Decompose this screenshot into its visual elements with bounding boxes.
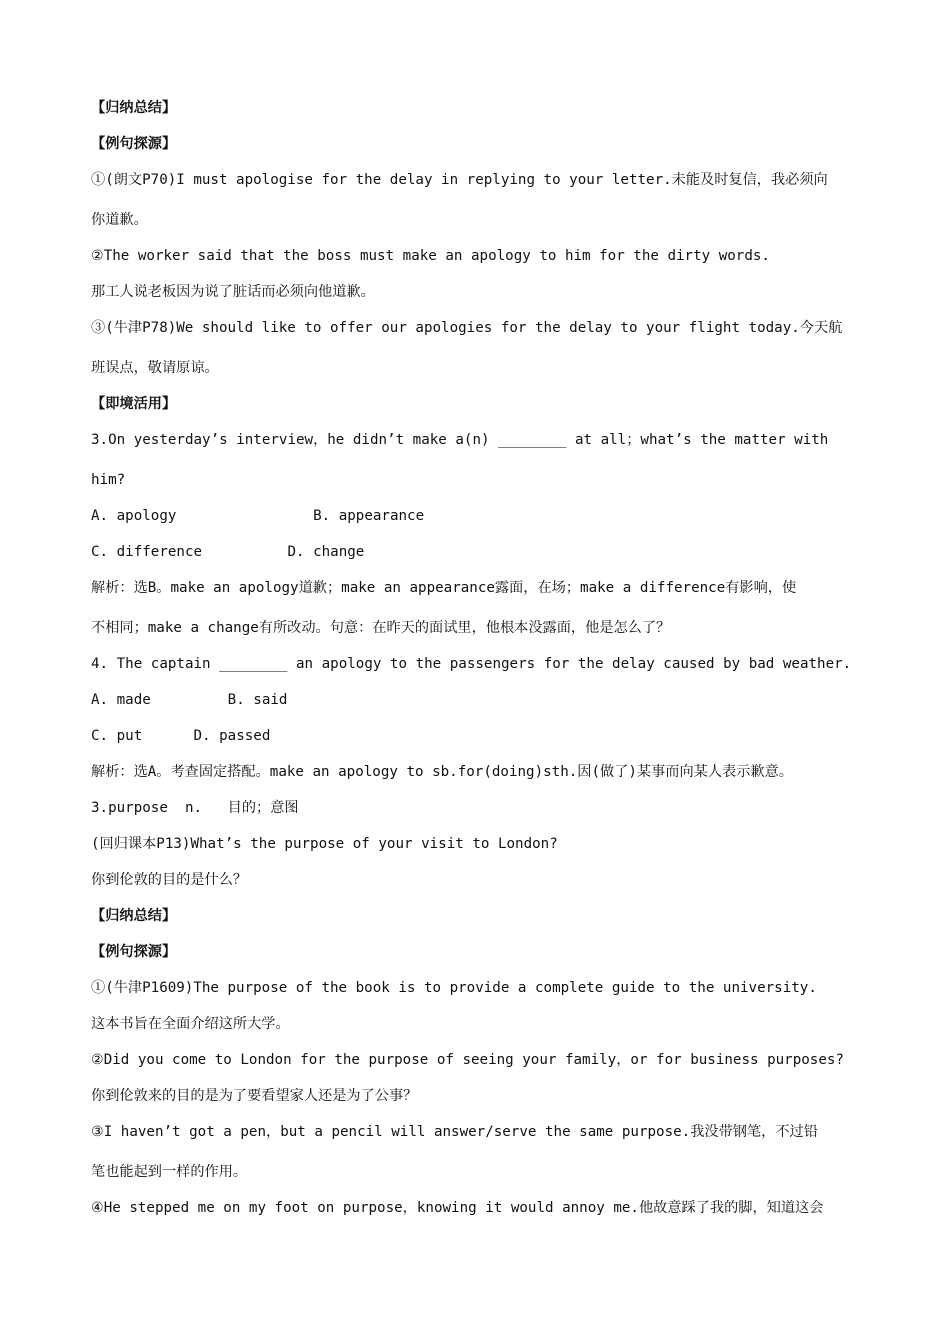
document-page [91, 98, 861, 1234]
example-sentence-2: ②The worker said that the boss must make an apology to him for the dirty words. [91, 248, 770, 264]
question-3: 3.On yesterday’s interview，he didn’t make a(n) ________ at all；what’s the matter with [91, 432, 829, 448]
textbook-translation: 你到伦敦的目的是什么？ [91, 872, 248, 888]
section-heading-examples: 【例句探源】 [91, 136, 177, 152]
purpose-example-4: ④He stepped me on my foot on purpose，knowing it would annoy me.他故意踩了我的脚，知道这会 [91, 1200, 824, 1216]
example-sentence-3: ③(牛津P78)We should like to offer our apologies for the delay to your flight today.今天航 [91, 320, 843, 336]
section-heading-summary: 【归纳总结】 [91, 100, 177, 116]
vocab-entry-purpose: 3.purpose n. 目的；意图 [91, 800, 299, 816]
textbook-sentence: (回归课本P13)What’s the purpose of your visit to London? [91, 836, 558, 852]
example-translation-2: 那工人说老板因为说了脏话而必须向他道歉。 [91, 284, 375, 300]
question-4-options-ab: A. made B. said [91, 692, 288, 708]
section-heading-summary-2: 【归纳总结】 [91, 908, 177, 924]
answer-explanation-3-cont: 不相同；make a change有所改动。句意：在昨天的面试里，他根本没露面，他是怎么了？ [91, 620, 671, 636]
purpose-example-1: ①(牛津P1609)The purpose of the book is to provide a complete guide to the university. [91, 980, 817, 996]
purpose-example-3: ③I haven’t got a pen，but a pencil will answer/serve the same purpose.我没带钢笔，不过铅 [91, 1124, 818, 1140]
question-4: 4. The captain ________ an apology to the passengers for the delay caused by bad weather. [91, 656, 852, 672]
purpose-translation-1: 这本书旨在全面介绍这所大学。 [91, 1016, 290, 1032]
purpose-translation-2: 你到伦敦来的目的是为了要看望家人还是为了公事？ [91, 1088, 418, 1104]
purpose-example-2: ②Did you come to London for the purpose of seeing your family，or for business purposes? [91, 1052, 844, 1068]
section-heading-practice: 【即境活用】 [91, 396, 177, 412]
example-sentence-1: ①(朗文P70)I must apologise for the delay in replying to your letter.未能及时复信，我必须向 [91, 172, 828, 188]
answer-explanation-4: 解析：选A。考查固定搭配。make an apology to sb.for(doing)sth.因(做了)某事而向某人表示歉意。 [91, 764, 793, 780]
question-3-cont: him? [91, 472, 126, 488]
answer-explanation-3: 解析：选B。make an apology道歉；make an appearance露面，在场；make a difference有影响，使 [91, 580, 797, 596]
question-3-options-cd: C. difference D. change [91, 544, 365, 560]
example-sentence-3-cont: 班误点，敬请原谅。 [91, 360, 219, 376]
question-4-options-cd: C. put D. passed [91, 728, 271, 744]
purpose-example-3-cont: 笔也能起到一样的作用。 [91, 1164, 248, 1180]
example-sentence-1-cont: 你道歉。 [91, 212, 148, 228]
section-heading-examples-2: 【例句探源】 [91, 944, 177, 960]
question-3-options-ab: A. apology B. appearance [91, 508, 425, 524]
